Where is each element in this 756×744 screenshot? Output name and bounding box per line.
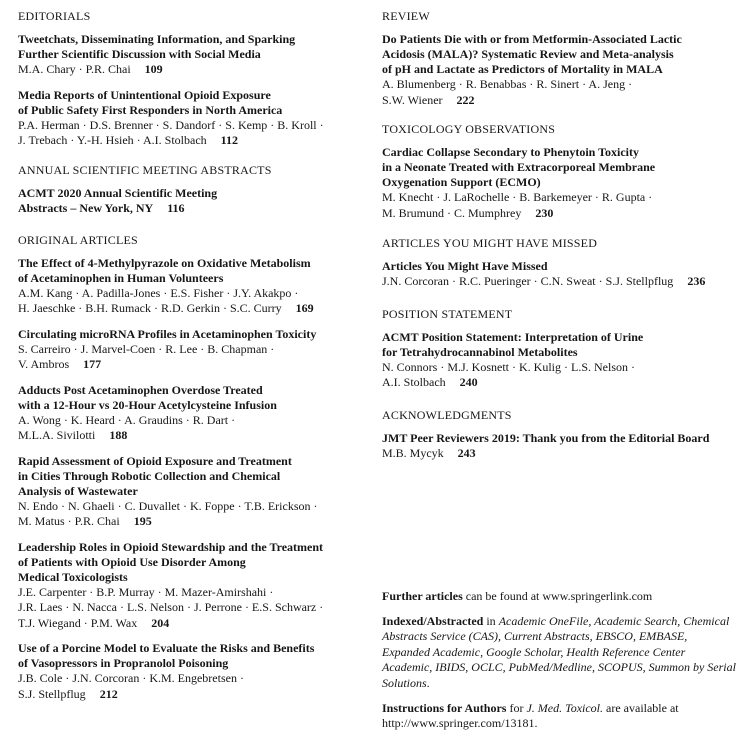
author-line bbox=[382, 360, 742, 376]
author-line bbox=[18, 687, 363, 703]
article-entry bbox=[382, 330, 742, 391]
article-entry bbox=[382, 431, 742, 462]
author-line bbox=[18, 133, 363, 149]
author-line bbox=[18, 600, 363, 616]
article-entry bbox=[18, 383, 363, 444]
author-names: A.I. Stolbach bbox=[382, 375, 446, 389]
toc-section bbox=[382, 9, 742, 108]
author-names: H. Jaeschke · B.H. Rumack · R.D. Gerkin · S.C. Curry bbox=[18, 301, 282, 315]
author-line bbox=[18, 357, 363, 373]
article-title-line[interactable]: Acidosis (MALA)? Systematic Review and Meta-analysis bbox=[382, 47, 674, 61]
article-entry bbox=[18, 540, 363, 632]
toc-section bbox=[18, 9, 363, 149]
toc-section bbox=[382, 408, 742, 462]
author-line bbox=[382, 93, 742, 109]
article-title-line[interactable]: ACMT 2020 Annual Scientific Meeting bbox=[18, 185, 218, 200]
article-title-line[interactable]: of Patients with Opioid Use Disorder Among bbox=[18, 554, 246, 569]
article-title-line[interactable]: of pH and Lactate as Predictors of Mortality in MALA bbox=[382, 62, 663, 76]
section-heading: ACKNOWLEDGMENTS bbox=[382, 407, 512, 422]
article-title-line[interactable]: Use of a Porcine Model to Evaluate the Risks and Benefits bbox=[18, 641, 315, 655]
article-title-line[interactable]: Do Patients Die with or from Metformin-Associated Lactic bbox=[382, 32, 682, 46]
article-title-line[interactable]: in a Neonate Treated with Extracorporeal Membrane bbox=[382, 160, 656, 174]
page-number[interactable]: 112 bbox=[220, 133, 238, 147]
article-title-line[interactable]: Media Reports of Unintentional Opioid Exposure bbox=[18, 87, 271, 102]
article-title-line[interactable]: Medical Toxicologists bbox=[18, 569, 128, 584]
author-names: M. Brumund · C. Mumphrey bbox=[382, 205, 522, 220]
article-entry bbox=[18, 327, 363, 373]
article-title-line[interactable]: of Vasopressors in Propranolol Poisoning bbox=[18, 656, 229, 670]
author-line bbox=[18, 585, 363, 601]
article-title-line[interactable]: Further Scientific Discussion with Social Media bbox=[18, 47, 261, 61]
article-title-line[interactable]: Leadership Roles in Opioid Stewardship and the Treatment bbox=[18, 539, 324, 554]
author-line bbox=[382, 446, 742, 462]
right-column bbox=[382, 0, 742, 468]
article-title-line[interactable]: JMT Peer Reviewers 2019: Thank you from the Editorial Board bbox=[382, 430, 710, 445]
article-title-line[interactable]: for Tetrahydrocannabinol Metabolites bbox=[382, 344, 578, 359]
author-names: T.J. Wiegand · P.M. Wax bbox=[18, 615, 138, 630]
author-line bbox=[18, 301, 363, 317]
left-column bbox=[18, 0, 363, 709]
article-title-line[interactable]: of Public Safety First Responders in North America bbox=[18, 102, 283, 117]
author-names: M.L.A. Sivilotti bbox=[18, 428, 96, 442]
page-number[interactable]: 195 bbox=[133, 514, 152, 528]
article-title-line[interactable]: ACMT Position Statement: Interpretation of Urine bbox=[382, 329, 644, 344]
author-names: M. Matus · P.R. Chai bbox=[18, 514, 120, 528]
journal-footer bbox=[382, 589, 738, 741]
indexed-abstracted-note: Indexed/Abstracted in Academic OneFile, Academic Search, Chemical Abstracts Service (CAS), Current Abstracts, EBSCO, EMBASE, Expanded Academic, Google Scholar, Health Reference Center Academic, IBIDS, OCLC, PubMed/Medline, SCOPUS, Summon by Serial Solutions. bbox=[382, 613, 736, 690]
author-names: V. Ambros bbox=[18, 357, 70, 371]
toc-section bbox=[382, 307, 742, 391]
author-line bbox=[18, 499, 363, 515]
further-articles-note: Further articles can be found at www.springerlink.com bbox=[382, 589, 653, 603]
article-entry bbox=[18, 454, 363, 530]
author-names: N. Endo · N. Ghaeli · C. Duvallet · K. Foppe · T.B. Erickson · bbox=[18, 498, 318, 513]
author-names: J.R. Laes · N. Nacca · L.S. Nelson · J. Perrone · E.S. Schwarz · bbox=[18, 600, 324, 614]
article-entry bbox=[18, 186, 363, 216]
page-number[interactable]: 212 bbox=[99, 686, 118, 701]
page-number[interactable]: 109 bbox=[144, 62, 163, 76]
section-heading: TOXICOLOGY OBSERVATIONS bbox=[382, 122, 556, 136]
page-number[interactable]: 116 bbox=[167, 200, 185, 215]
page-number[interactable]: 177 bbox=[83, 357, 102, 371]
author-names: M.A. Chary · P.R. Chai bbox=[18, 62, 131, 76]
author-names: N. Connors · M.J. Kosnett · K. Kulig · L.S. Nelson · bbox=[382, 359, 635, 374]
article-title-line[interactable]: Analysis of Wastewater bbox=[18, 483, 138, 498]
page-number[interactable]: 230 bbox=[535, 205, 554, 220]
author-line bbox=[382, 190, 742, 206]
author-names: S.W. Wiener bbox=[382, 92, 443, 107]
author-line bbox=[382, 206, 742, 222]
article-title-line[interactable]: Tweetchats, Disseminating Information, and Sparking bbox=[18, 32, 296, 46]
toc-section bbox=[18, 233, 363, 703]
author-names: M.B. Mycyk bbox=[382, 445, 444, 460]
page-number[interactable]: 222 bbox=[456, 92, 475, 107]
article-title-line[interactable]: Adducts Post Acetaminophen Overdose Treated bbox=[18, 382, 263, 397]
article-entry bbox=[382, 32, 742, 108]
author-names: A.M. Kang · A. Padilla-Jones · E.S. Fisher · J.Y. Akakpo · bbox=[18, 285, 299, 300]
section-heading: ORIGINAL ARTICLES bbox=[18, 232, 138, 247]
page-number[interactable]: 204 bbox=[151, 615, 170, 630]
author-names: M. Knecht · J. LaRochelle · B. Barkemeyer · R. Gupta · bbox=[382, 190, 653, 204]
page-number[interactable]: 236 bbox=[687, 274, 706, 288]
article-title-line[interactable] bbox=[18, 201, 363, 216]
author-names: J.B. Cole · J.N. Corcoran · K.M. Engebretsen · bbox=[18, 671, 244, 685]
page-number[interactable]: 240 bbox=[459, 375, 478, 389]
article-entry bbox=[18, 256, 363, 317]
author-names: J.E. Carpenter · B.P. Murray · M. Mazer-Amirshahi · bbox=[18, 584, 274, 599]
article-entry bbox=[18, 641, 363, 702]
page-number[interactable]: 243 bbox=[457, 445, 476, 460]
author-names: P.A. Herman · D.S. Brenner · S. Dandorf · S. Kemp · B. Kroll · bbox=[18, 117, 324, 132]
article-title-line[interactable]: with a 12-Hour vs 20-Hour Acetylcysteine Infusion bbox=[18, 397, 277, 412]
article-entry bbox=[18, 88, 363, 149]
author-line bbox=[18, 342, 363, 358]
section-heading: EDITORIALS bbox=[18, 9, 91, 23]
author-line bbox=[18, 428, 363, 444]
article-title-line[interactable]: Rapid Assessment of Opioid Exposure and Treatment bbox=[18, 453, 292, 468]
article-entry bbox=[382, 259, 742, 290]
article-entry bbox=[18, 32, 363, 78]
article-title-line[interactable]: in Cities Through Robotic Collection and Chemical bbox=[18, 468, 281, 483]
author-line bbox=[382, 77, 742, 93]
author-line bbox=[18, 62, 363, 78]
author-line bbox=[382, 274, 742, 290]
article-title-text[interactable]: Abstracts – New York, NY bbox=[18, 200, 154, 215]
author-line bbox=[18, 413, 363, 429]
author-line bbox=[382, 375, 742, 391]
author-names: S. Carreiro · J. Marvel-Coen · R. Lee · B. Chapman · bbox=[18, 341, 275, 356]
article-title-line[interactable]: Oxygenation Support (ECMO) bbox=[382, 175, 541, 189]
article-title-line[interactable]: Cardiac Collapse Secondary to Phenytoin Toxicity bbox=[382, 145, 640, 159]
author-line bbox=[18, 616, 363, 632]
author-line bbox=[18, 118, 363, 134]
section-heading: ANNUAL SCIENTIFIC MEETING ABSTRACTS bbox=[18, 162, 272, 177]
author-names: A. Wong · K. Heard · A. Graudins · R. Dart · bbox=[18, 412, 236, 427]
article-entry bbox=[382, 145, 742, 221]
author-names: J.N. Corcoran · R.C. Pueringer · C.N. Sweat · S.J. Stellpflug bbox=[382, 274, 674, 288]
author-line bbox=[18, 514, 363, 530]
toc-section bbox=[382, 236, 742, 290]
section-heading: ARTICLES YOU MIGHT HAVE MISSED bbox=[382, 236, 598, 250]
author-line bbox=[18, 286, 363, 302]
article-title-line[interactable]: of Acetaminophen in Human Volunteers bbox=[18, 270, 224, 285]
section-heading: REVIEW bbox=[382, 9, 430, 23]
author-names: J. Trebach · Y.-H. Hsieh · A.I. Stolbach bbox=[18, 133, 207, 147]
instructions-for-authors-note: Instructions for Authors for J. Med. Toxicol. are available at http://www.springer.com/13181. bbox=[382, 700, 679, 731]
author-names: S.J. Stellpflug bbox=[18, 686, 86, 701]
author-names: A. Blumenberg · R. Benabbas · R. Sinert · A. Jeng · bbox=[382, 77, 633, 91]
toc-section bbox=[382, 122, 742, 221]
page-number[interactable]: 169 bbox=[295, 301, 314, 315]
article-title-line[interactable]: Circulating microRNA Profiles in Acetaminophen Toxicity bbox=[18, 326, 317, 341]
article-title-line[interactable]: Articles You Might Have Missed bbox=[382, 259, 548, 273]
author-line bbox=[18, 671, 363, 687]
toc-section bbox=[18, 163, 363, 216]
article-title-line[interactable]: The Effect of 4-Methylpyrazole on Oxidative Metabolism bbox=[18, 255, 311, 270]
page-number[interactable]: 188 bbox=[109, 428, 128, 442]
section-heading: POSITION STATEMENT bbox=[382, 306, 513, 321]
